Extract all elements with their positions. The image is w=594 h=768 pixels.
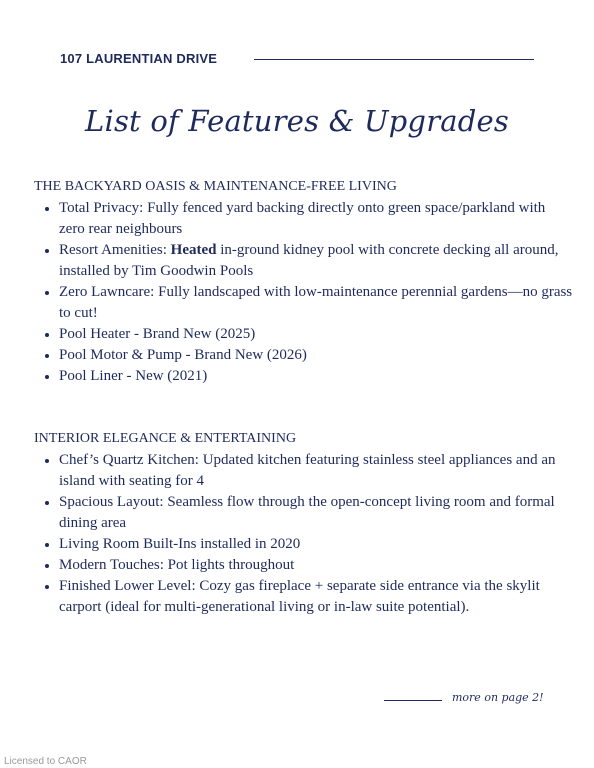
license-watermark: Licensed to CAOR: [4, 756, 87, 767]
list-item: Finished Lower Level: Cozy gas fireplace + separate side entrance via the skylit carport (ideal for multi-generational living or in-law suite potential).: [59, 576, 574, 618]
feature-list: [34, 198, 574, 387]
feature-list: [34, 450, 574, 618]
property-address: 107 LAURENTIAN DRIVE: [60, 51, 218, 66]
section-backyard: [34, 178, 574, 387]
list-item: Pool Motor & Pump - Brand New (2026): [59, 345, 574, 366]
list-item: Chef’s Quartz Kitchen: Updated kitchen featuring stainless steel appliances and an island with seating for 4: [59, 450, 574, 492]
continued-note: more on page 2!: [452, 691, 544, 704]
footer-divider: [384, 700, 442, 701]
section-interior: [34, 430, 574, 618]
section-heading: THE BACKYARD OASIS & MAINTENANCE-FREE LIVING: [34, 179, 397, 194]
list-item: Total Privacy: Fully fenced yard backing directly onto green space/parkland with zero rear neighbours: [59, 198, 574, 240]
list-item: Spacious Layout: Seamless flow through the open-concept living room and formal dining area: [59, 492, 574, 534]
item-prefix: Resort Amenities:: [59, 242, 171, 258]
page-footer: [384, 690, 554, 710]
list-item: [59, 240, 574, 282]
page-header: [60, 51, 540, 69]
section-heading: INTERIOR ELEGANCE & ENTERTAINING: [34, 431, 297, 446]
page-title: List of Features & Upgrades: [85, 104, 509, 138]
item-suffix: in-ground kidney pool with concrete decking all around, installed by Tim Goodwin Pools: [59, 242, 559, 279]
header-divider: [254, 59, 534, 60]
list-item: Pool Heater - Brand New (2025): [59, 324, 574, 345]
list-item: Modern Touches: Pot lights throughout: [59, 555, 574, 576]
list-item: Zero Lawncare: Fully landscaped with low-maintenance perennial gardens—no grass to cut!: [59, 282, 574, 324]
list-item: Pool Liner - New (2021): [59, 366, 574, 387]
item-emphasis: Heated: [170, 242, 217, 258]
list-item: Living Room Built-Ins installed in 2020: [59, 534, 574, 555]
